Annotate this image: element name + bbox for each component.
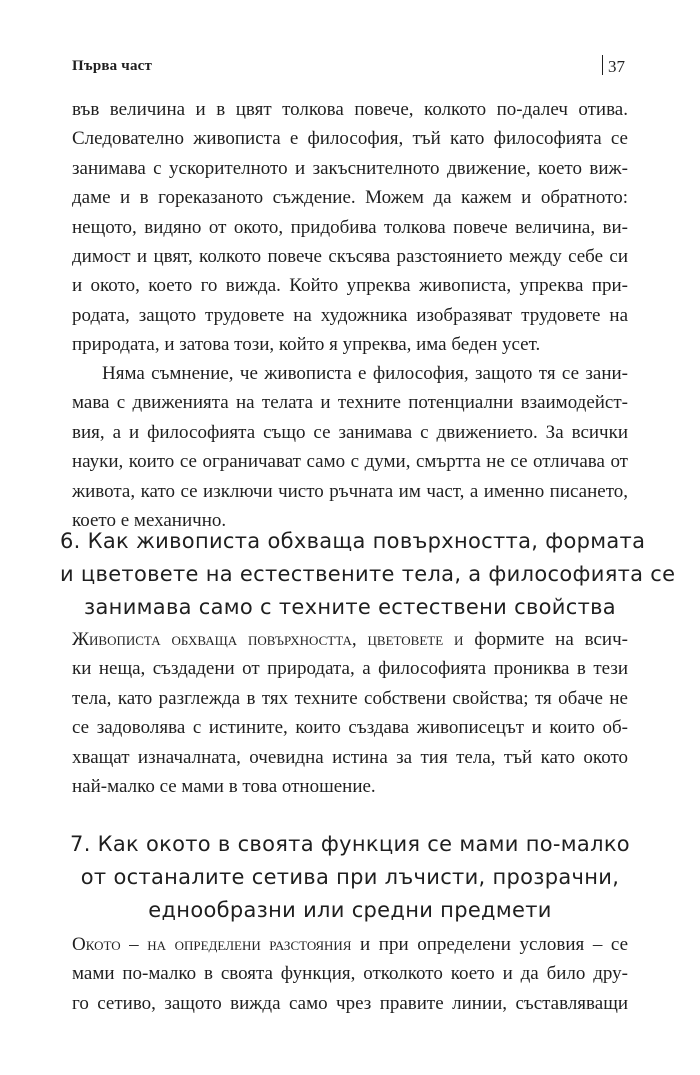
page-number: [602, 55, 625, 77]
text-line: живота, като се изключи чисто ръчната им част, а именно писането,: [72, 480, 628, 502]
heading-line: 7. Как окото в своята функция се мами по-малко: [70, 832, 630, 856]
paragraph-continuation: [72, 95, 628, 360]
text-line: във величина и в цвят толкова повече, колкото по-далеч отива.: [72, 99, 628, 120]
text-line: и окото, което го вижда. Който упреква живописта, упреква при-: [72, 275, 628, 297]
text-line: ки неща, създадени от природата, а философията прониква в тези: [72, 658, 628, 680]
section-7-heading: [60, 828, 640, 927]
page-number-divider: [602, 55, 603, 75]
text-line: родата, защото трудовете на художника изобразяват трудовете на: [72, 304, 628, 326]
text-line: даме и в гореказаното съждение. Можем да кажем и обратното:: [72, 187, 628, 209]
text-line: Няма съмнение, че живописта е философия, защото тя се зани-: [102, 363, 628, 384]
heading-line: еднообразни или средни предмети: [148, 898, 552, 922]
text-line: Следователно живописта е философия, тъй като философията се: [72, 128, 628, 150]
text-line: мава с движенията на телата и техните потенциални взаимодейст-: [72, 392, 628, 414]
section-6-body: [72, 625, 628, 801]
heading-line: и цветовете на естествените тела, а философията се: [60, 562, 676, 586]
lead-in-rest: и при определени условия – се: [351, 934, 628, 955]
text-line: науки, които се ограничават само с думи, смъртта не се отличава от: [72, 451, 628, 473]
heading-line: 6. Как живописта обхваща повърхността, формата: [60, 529, 646, 553]
text-line: димост и цвят, колкото повече скъсява разстоянието между себе си: [72, 245, 628, 267]
text-line: природата, и затова този, който я упреква, има беден усет.: [72, 334, 541, 356]
lead-in-rest: формите на всич-: [463, 629, 628, 650]
text-line: вия, а и философията също се занимава с движението. За всички: [72, 421, 628, 443]
text-line: мами по-малко в своята функция, отколкото което и да било дру-: [72, 963, 628, 985]
text-line: [72, 930, 628, 959]
text-line: което е механично.: [72, 509, 227, 531]
section-6-heading: [60, 525, 676, 624]
running-head: Първа част: [72, 58, 153, 74]
heading-line: от останалите сетива при лъчисти, прозрачни,: [80, 865, 620, 889]
text-line: тела, като разглежда в тях техните собствени свойства; тя обаче не: [72, 687, 628, 709]
lead-in-smallcaps: Живописта обхваща повърхността, цветовете и: [72, 629, 464, 650]
text-line: го сетиво, защото вижда само чрез правите линии, съставляващи: [72, 992, 628, 1014]
section-7-body: [72, 930, 628, 1018]
text-line: занимава с ускорителното и закъснителното движение, което виж-: [72, 157, 628, 179]
page-number-value: 37: [608, 57, 625, 76]
text-line: [72, 625, 628, 654]
text-line: нещото, видяно от окото, придобива толкова повече величина, ви-: [72, 216, 628, 238]
paragraph-philosophy: [72, 359, 628, 535]
text-line: се задоволява с истините, които създава живописецът и които об-: [72, 717, 628, 739]
lead-in-smallcaps: Окото – на определени разстояния: [72, 934, 352, 955]
text-line: най-малко се мами в това отношение.: [72, 775, 376, 797]
text-line: хващат изначалната, очевидна истина за тия тела, тъй като окото: [72, 746, 628, 768]
heading-line: занимава само с техните естествени свойства: [84, 595, 616, 619]
